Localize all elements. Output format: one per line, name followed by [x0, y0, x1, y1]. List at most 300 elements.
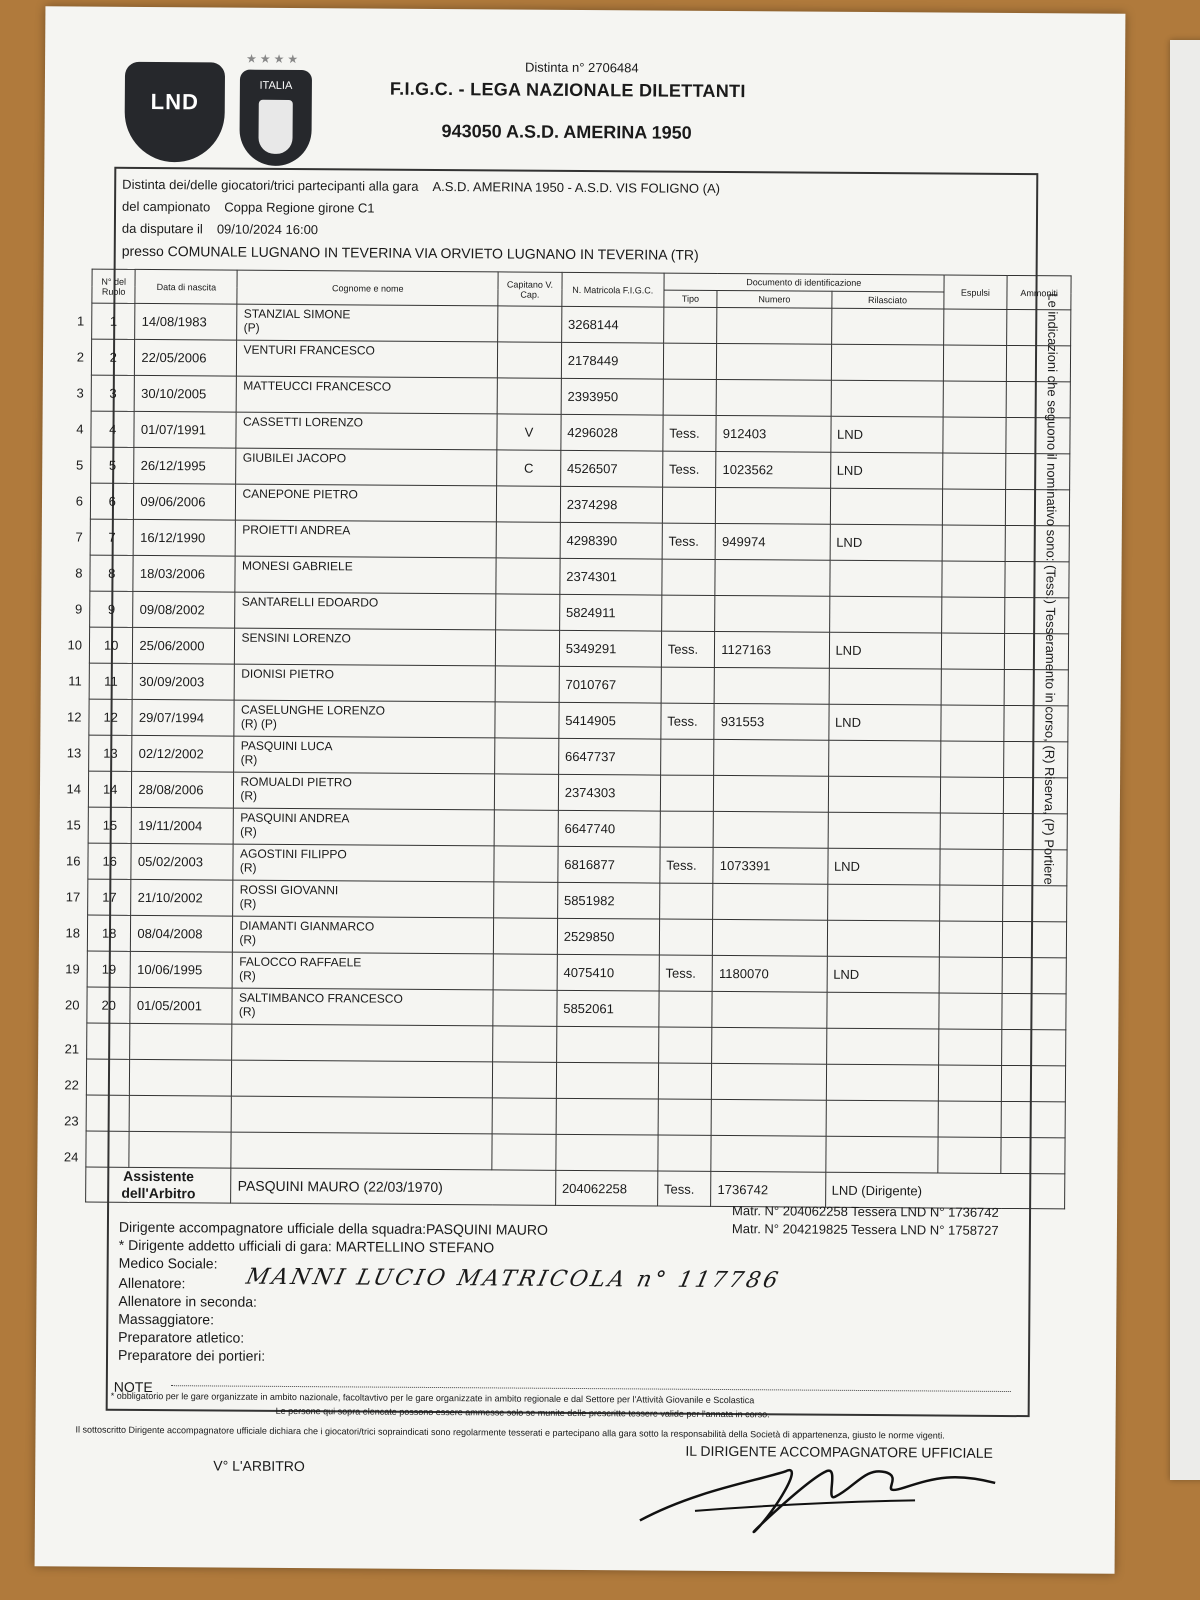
espulsi-cell [943, 309, 1007, 345]
ruolo-cell [65, 951, 131, 987]
assistant-tipo: Tess. [657, 1171, 711, 1206]
player-note: (R) [239, 968, 256, 983]
captain-cell: V [497, 414, 561, 450]
numero-cell: 912403 [716, 415, 830, 452]
matricola-dirigente: Matr. N° 204062258 Tessera LND N° 1736742 [732, 1203, 999, 1220]
tipo-cell [662, 559, 716, 595]
row-number: 7 [75, 529, 83, 545]
captain-cell [498, 306, 562, 342]
espulsi-cell [942, 453, 1006, 489]
row-number: 13 [66, 745, 82, 761]
rilasciato-cell [828, 740, 940, 777]
matricola-cell: 2178449 [561, 342, 663, 379]
matricola-cell: 6816877 [558, 846, 660, 883]
player-name: AGOSTINI FILIPPO [239, 846, 347, 862]
dob-cell [130, 1095, 232, 1132]
espulsi-cell [941, 561, 1005, 597]
row-number: 14 [66, 781, 82, 797]
tipo-cell [659, 883, 713, 919]
player-name: ROMUALDI PIETRO [240, 774, 352, 790]
ruolo-cell [75, 447, 135, 483]
name-cell [234, 700, 495, 738]
captain-cell [495, 738, 559, 774]
ruolo-value: 5 [108, 457, 117, 473]
dob-cell: 26/12/1995 [134, 447, 236, 484]
matricola-cell: 2529850 [557, 918, 659, 955]
captain-cell [497, 378, 561, 414]
tipo-cell: Tess. [660, 847, 714, 883]
dob-cell: 02/12/2002 [132, 735, 234, 772]
ammoniti-cell [1001, 1101, 1065, 1137]
player-name: SALTIMBANCO FRANCESCO [238, 990, 403, 1006]
ruolo-value: 20 [101, 997, 116, 1013]
player-note: (R) [239, 896, 257, 911]
ruolo-cell [65, 843, 132, 879]
player-note [238, 1099, 486, 1101]
note-label: NOTE [113, 1378, 153, 1396]
row-number: 3 [76, 385, 84, 401]
name-cell [231, 1132, 492, 1170]
ruolo-value: 7 [108, 529, 116, 545]
row-number: 20 [64, 997, 80, 1013]
player-note: (R) [239, 860, 257, 875]
espulsi-cell [939, 957, 1003, 993]
col-numero: Numero [717, 290, 831, 308]
dirigente-line: Dirigente accompagnatore ufficiale della squadra:PASQUINI MAURO [118, 1218, 549, 1238]
numero-cell [717, 307, 831, 344]
player-name: CASSETTI LORENZO [242, 414, 364, 430]
ruolo-value: 2 [109, 349, 117, 365]
rilasciato-cell [829, 560, 941, 597]
ammoniti-cell [1005, 633, 1069, 669]
ammoniti-cell [1004, 741, 1068, 777]
numero-cell: 1023562 [716, 451, 830, 488]
ruolo-value: 13 [103, 745, 118, 761]
numero-cell [714, 775, 828, 812]
captain-cell [493, 990, 557, 1026]
row-number: 23 [64, 1112, 79, 1129]
name-cell [233, 880, 494, 918]
espulsi-cell [938, 1029, 1002, 1065]
numero-cell [713, 919, 827, 956]
ruolo-value: 1 [109, 313, 118, 329]
numero-cell [712, 991, 826, 1028]
numero-cell: 949974 [715, 523, 829, 560]
player-name: PASQUINI LUCA [240, 738, 333, 754]
ammoniti-cell [1004, 777, 1068, 813]
dirigente-signature-label: IL DIRIGENTE ACCOMPAGNATORE UFFICIALE [685, 1442, 993, 1461]
player-name: PASQUINI ANDREA [240, 810, 350, 826]
numero-cell [711, 1135, 825, 1172]
row-number: 18 [65, 925, 81, 941]
ruolo-cell [66, 735, 133, 771]
ruolo-value: 16 [102, 853, 117, 869]
obbligatorio-note: * obbligatorio per le gare organizzate in ambito nazionale, facoltavtivo per le gare organizzate in ambito regionale e dal Settore per l'Attività Giovanile e Scolastica [110, 1390, 755, 1406]
row-number: 24 [63, 1148, 79, 1165]
row-number: 11 [68, 673, 82, 689]
rilasciato-cell [826, 992, 938, 1029]
player-note: (R) [238, 1004, 256, 1019]
name-cell [235, 628, 496, 666]
espulsi-cell [942, 489, 1006, 525]
rilasciato-cell [829, 596, 941, 633]
numero-cell: 931553 [714, 703, 828, 740]
matricola-cell [556, 1098, 658, 1135]
matricola-cell: 3268144 [561, 306, 663, 343]
name-cell [237, 376, 498, 414]
ruolo-cell [65, 879, 132, 915]
ammoniti-cell [1003, 813, 1067, 849]
player-note: (R) [240, 824, 257, 839]
player-name: CANEPONE PIETRO [242, 486, 358, 502]
tipo-cell [661, 595, 715, 631]
tipo-cell [663, 343, 717, 379]
rilasciato-cell: LND [827, 956, 939, 993]
col-dob: Data di nascita [135, 269, 237, 304]
player-name: SANTARELLI EDOARDO [241, 594, 379, 610]
col-tipo: Tipo [664, 290, 718, 307]
matricola-cell [556, 1026, 658, 1063]
ammoniti-cell [1005, 561, 1069, 597]
espulsi-cell [941, 633, 1005, 669]
numero-cell: 1127163 [715, 631, 829, 668]
col-ruolo: N° del Ruolo [92, 269, 136, 303]
tipo-cell: Tess. [663, 415, 717, 451]
espulsi-cell [939, 849, 1003, 885]
espulsi-cell [938, 1101, 1002, 1137]
espulsi-cell [937, 1137, 1001, 1173]
ruolo-value: 6 [108, 493, 116, 509]
matricola-cell: 2374303 [558, 774, 660, 811]
name-cell [233, 952, 494, 990]
col-document: Documento di identificazione [664, 273, 944, 292]
espulsi-cell [940, 705, 1004, 741]
numero-cell [711, 1099, 825, 1136]
name-cell [236, 412, 497, 450]
name-cell [234, 736, 495, 774]
tipo-cell: Tess. [662, 451, 716, 487]
massaggiatore-line: Massaggiatore: [118, 1310, 215, 1328]
rilasciato-cell [827, 884, 939, 921]
name-cell [234, 772, 495, 810]
ammoniti-cell [1003, 849, 1067, 885]
name-cell [232, 1060, 493, 1098]
ammoniti-cell [1002, 957, 1066, 993]
rilasciato-cell [826, 1064, 938, 1101]
tipo-cell [660, 739, 714, 775]
portieri-line: Preparatore dei portieri: [117, 1346, 266, 1364]
player-name [238, 1099, 486, 1101]
captain-cell [496, 486, 560, 522]
dob-cell [130, 1023, 232, 1060]
ruolo-value: 9 [107, 601, 116, 617]
dob-cell: 25/06/2000 [133, 627, 235, 664]
ruolo-cell [64, 1095, 130, 1131]
rilasciato-cell [831, 380, 943, 417]
espulsi-cell [940, 741, 1004, 777]
player-note: (R) [240, 788, 258, 803]
player-name: VENTURI FRANCESCO [243, 342, 375, 358]
player-name [239, 1027, 487, 1029]
side-legend: Le indicazioni che seguono il nominativo sono: (Tess.) Tesseramento in corso, (R) Riserva, (P) Portiere [1041, 293, 1061, 885]
player-name [239, 1063, 487, 1065]
dob-cell [129, 1131, 231, 1168]
numero-cell: 1180070 [712, 955, 826, 992]
arbitro-label: V° L'ARBITRO [213, 1457, 305, 1475]
dob-cell: 10/06/1995 [131, 951, 233, 988]
espulsi-cell [940, 777, 1004, 813]
col-matricola: N. Matricola F.I.G.C. [562, 272, 664, 307]
matricola-cell: 5851982 [557, 882, 659, 919]
rilasciato-cell [828, 776, 940, 813]
tipo-cell: Tess. [662, 523, 716, 559]
tipo-cell [660, 811, 714, 847]
dob-cell: 19/11/2004 [132, 807, 234, 844]
seconda-line: Allenatore in seconda: [118, 1292, 258, 1310]
name-cell [233, 844, 494, 882]
rilasciato-cell: LND [829, 632, 941, 669]
matricola-cell: 6647737 [558, 738, 660, 775]
row-number: 2 [76, 349, 85, 365]
ruolo-cell [76, 339, 135, 375]
matricola-cell: 2374301 [560, 558, 662, 595]
rilasciato-cell [828, 812, 940, 849]
dob-cell: 01/05/2001 [130, 987, 232, 1024]
rilasciato-cell [825, 1136, 937, 1173]
name-cell [236, 520, 497, 558]
numero-cell [712, 1063, 826, 1100]
row-number: 9 [74, 601, 83, 617]
ruolo-cell [75, 519, 134, 555]
assistant-label: Assistente dell'Arbitro [86, 1167, 232, 1203]
dob-cell: 01/07/1991 [134, 411, 236, 448]
player-name: DIONISI PIETRO [241, 666, 335, 682]
allenatore-line: Allenatore: [118, 1274, 186, 1292]
ammoniti-cell [1006, 381, 1070, 417]
dob-cell [130, 1059, 232, 1096]
ruolo-cell [63, 1131, 130, 1167]
ruolo-cell [76, 411, 135, 447]
captain-cell: C [497, 450, 561, 486]
player-name: ROSSI GIOVANNI [239, 882, 339, 898]
dob-cell: 09/06/2006 [134, 483, 236, 520]
medico-line: Medico Sociale: [118, 1254, 218, 1272]
row-number: 1 [76, 313, 85, 329]
captain-cell [495, 630, 559, 666]
dob-cell: 05/02/2003 [131, 843, 233, 880]
ammoniti-cell [1007, 345, 1071, 381]
tipo-cell [662, 487, 716, 523]
ruolo-value: 11 [104, 673, 118, 689]
rilasciato-cell [829, 668, 941, 705]
ruolo-value: 8 [108, 565, 116, 581]
ammoniti-cell [1006, 489, 1070, 525]
rilasciato-cell: LND [830, 416, 942, 453]
player-name: CASELUNGHE LORENZO [240, 702, 386, 718]
numero-cell [714, 739, 828, 776]
numero-cell: 1073391 [713, 847, 827, 884]
players-table [63, 269, 1071, 1210]
ammoniti-cell [1006, 417, 1070, 453]
captain-cell [497, 342, 561, 378]
row-number: 8 [75, 565, 83, 581]
captain-cell [496, 594, 560, 630]
ammoniti-cell [1003, 921, 1067, 957]
row-number: 4 [76, 421, 84, 437]
row-number: 15 [66, 817, 81, 833]
matricola-cell [556, 1062, 658, 1099]
tipo-cell: Tess. [661, 631, 715, 667]
col-name: Cognome e nome [237, 270, 498, 306]
tipo-cell [658, 1027, 712, 1063]
player-name: GIUBILEI JACOPO [242, 450, 347, 466]
ruolo-cell [74, 591, 134, 627]
dob-cell: 16/12/1990 [134, 519, 236, 556]
ruolo-value: 10 [103, 637, 119, 653]
player-note [238, 1135, 486, 1137]
ruolo-cell [65, 915, 131, 951]
player-name [238, 1135, 486, 1137]
club-title: 943050 A.S.D. AMERINA 1950 [441, 121, 692, 143]
name-cell [236, 484, 497, 522]
espulsi-cell [943, 381, 1007, 417]
tipo-cell [660, 775, 714, 811]
captain-cell [493, 918, 557, 954]
matricola-cell: 4298390 [560, 522, 662, 559]
col-espulsi: Espulsi [944, 275, 1008, 309]
numero-cell [716, 379, 830, 416]
matricola-cell: 5349291 [559, 630, 661, 667]
dob-cell: 09/08/2002 [133, 591, 235, 628]
federation-title: F.I.G.C. - LEGA NAZIONALE DILETTANTI [389, 78, 746, 102]
ruolo-cell [67, 627, 133, 663]
ruolo-cell [66, 771, 132, 807]
row-number: 10 [67, 637, 83, 653]
captain-cell [493, 1026, 557, 1062]
captain-cell [492, 1062, 556, 1098]
name-cell [232, 988, 493, 1026]
allenatore-handwritten: MANNI LUCIO MATRICOLA n° 117786 [243, 1264, 784, 1294]
espulsi-cell [938, 993, 1002, 1029]
matricola-cell: 5824911 [559, 594, 661, 631]
player-name: DIAMANTI GIANMARCO [239, 918, 375, 934]
ammoniti-cell [1005, 525, 1069, 561]
tipo-cell [659, 991, 713, 1027]
ruolo-value: 4 [109, 421, 117, 437]
player-note: (R) [239, 932, 257, 947]
captain-cell [494, 774, 558, 810]
tipo-cell [658, 1135, 712, 1171]
name-cell [237, 340, 498, 378]
rilasciato-cell [826, 1028, 938, 1065]
numero-cell [715, 559, 829, 596]
dirigente-signature [635, 1450, 1016, 1543]
ruolo-value: 18 [101, 925, 117, 941]
rilasciato-cell [830, 488, 942, 525]
sottoscritto-note: Il sottoscritto Dirigente accompagnatore ufficiale dichiara che i giocatori/trici sopraindicati sono regolarmente tesserati e partecipano alla gara sotto la responsabilità della Società di appartenenza, giusto le norme vigenti. [75, 1424, 945, 1441]
player-note: (R) [240, 752, 258, 767]
ammoniti-cell [1005, 597, 1069, 633]
espulsi-cell [943, 417, 1007, 453]
dob-cell: 30/09/2003 [133, 663, 235, 700]
name-cell [232, 1096, 493, 1134]
ruolo-value: 15 [102, 817, 118, 833]
espulsi-cell [942, 525, 1006, 561]
assistant-matricola: 204062258 [555, 1170, 657, 1206]
ruolo-cell [64, 987, 131, 1023]
rilasciato-cell [826, 1100, 938, 1137]
tipo-cell [663, 379, 717, 415]
matricola-cell: 7010767 [559, 666, 661, 703]
italia-logo: ★★★★ ITALIA [239, 70, 312, 167]
ammoniti-cell [1002, 993, 1066, 1029]
espulsi-cell [941, 669, 1005, 705]
dob-cell: 08/04/2008 [131, 915, 233, 952]
captain-cell [494, 846, 558, 882]
captain-cell [494, 882, 558, 918]
captain-cell [495, 702, 559, 738]
matricola-cell: 5852061 [557, 990, 659, 1027]
ruolo-cell [64, 1059, 130, 1095]
dob-cell: 30/10/2005 [135, 375, 237, 412]
row-number: 16 [65, 853, 81, 869]
persone-note: Le persone qui sopra elencate possono essere ammesse solo se munite delle prescritte tessere valide per l'annata in corso. [275, 1405, 770, 1420]
name-cell [235, 664, 496, 702]
ruolo-value: 19 [101, 961, 117, 977]
campionato-line: del campionato Coppa Regione girone C1 [122, 198, 375, 216]
dob-cell: 22/05/2006 [135, 339, 237, 376]
captain-cell [495, 666, 559, 702]
tipo-cell [661, 667, 715, 703]
numero-cell [713, 811, 827, 848]
assistant-row [86, 1167, 1065, 1209]
dob-cell: 14/08/1983 [135, 303, 237, 340]
col-ammoniti: Ammoniti [1007, 275, 1071, 309]
assistant-name: PASQUINI MAURO (22/03/1970) [231, 1168, 556, 1205]
espulsi-cell [941, 597, 1005, 633]
match-line: Distinta dei/delle giocatori/trici partecipanti alla gara A.S.D. AMERINA 1950 - A.S.D. VIS FOLIGNO (A) [122, 176, 721, 196]
matricola-cell: 6647740 [558, 810, 660, 847]
numero-cell [714, 667, 828, 704]
ruolo-cell [64, 1023, 131, 1059]
numero-cell [715, 595, 829, 632]
rilasciato-cell [831, 344, 943, 381]
espulsi-cell [938, 1065, 1002, 1101]
tipo-cell [658, 1099, 712, 1135]
rilasciato-cell: LND [830, 452, 942, 489]
ruolo-cell [75, 483, 134, 519]
ammoniti-cell [1003, 885, 1067, 921]
numero-cell [717, 343, 831, 380]
name-cell [237, 304, 498, 342]
rilasciato-cell [831, 308, 943, 345]
captain-cell [496, 522, 560, 558]
name-cell [235, 592, 496, 630]
captain-cell [493, 954, 557, 990]
ruolo-cell [66, 807, 132, 843]
name-cell [236, 448, 497, 486]
player-name: MATTEUCCI FRANCESCO [243, 378, 392, 394]
ammoniti-cell [1006, 453, 1070, 489]
dob-cell: 18/03/2006 [133, 555, 235, 592]
player-name: FALOCCO RAFFAELE [239, 954, 362, 970]
atletico-line: Preparatore atletico: [118, 1328, 245, 1346]
ruolo-value: 17 [102, 889, 117, 905]
col-rilasciato: Rilasciato [831, 291, 943, 309]
numero-cell [716, 487, 830, 524]
matricola-addetto: Matr. N° 204219825 Tessera LND N° 1758727 [731, 1221, 999, 1238]
numero-cell [713, 883, 827, 920]
